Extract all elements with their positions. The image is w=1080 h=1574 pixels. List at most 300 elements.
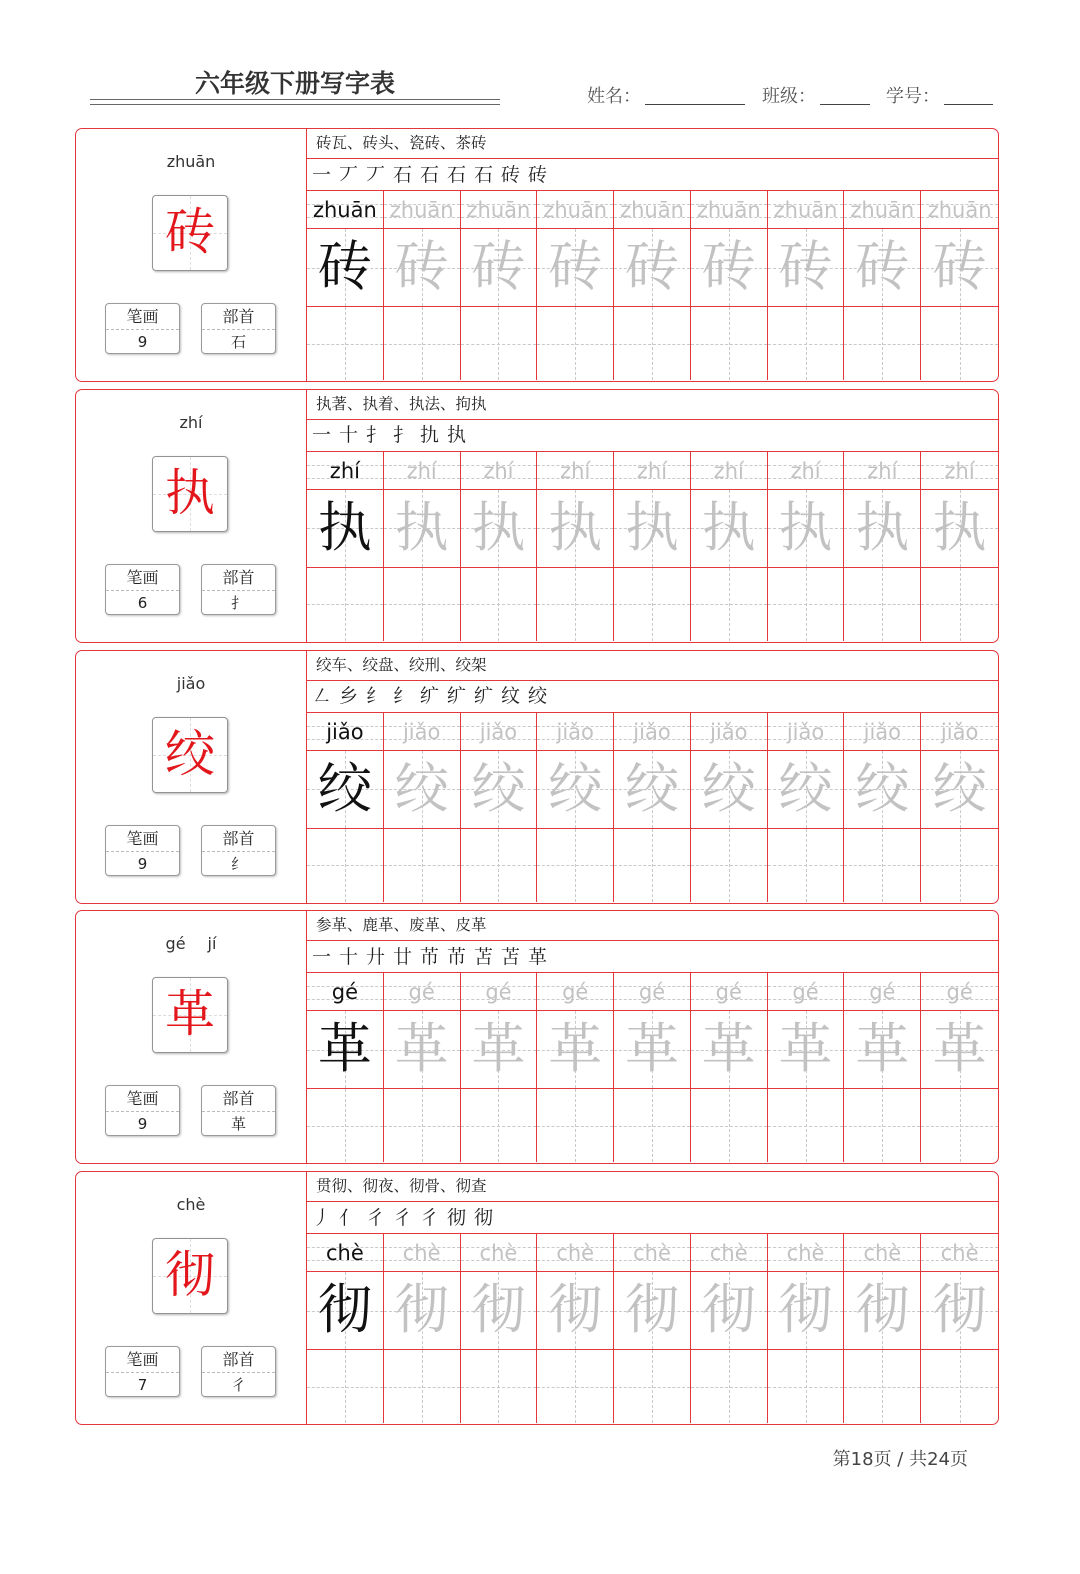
practice-grid <box>307 452 998 641</box>
stroke-step: 石 <box>446 163 466 186</box>
tracing-character: 彻 <box>548 1278 603 1341</box>
tracing-character: 绞 <box>624 756 679 820</box>
blank-writing-cell <box>307 1089 384 1162</box>
stroke-step: 芇 <box>446 945 466 968</box>
pinyin-tracing-cell <box>921 452 998 490</box>
pinyin-tracing-cell <box>384 973 461 1011</box>
pinyin-tracing-cell <box>384 191 461 229</box>
tracing-character: 执 <box>701 495 756 559</box>
pinyin-text: chè <box>176 1195 206 1214</box>
character-tracing-cell <box>921 1272 998 1350</box>
radical-box <box>201 564 276 615</box>
stroke-count-box <box>105 564 180 615</box>
pinyin-text: zhí <box>179 412 203 432</box>
blank-writing-cell <box>307 568 384 641</box>
stroke-step: 丆 <box>365 163 385 186</box>
character-tracing-cell <box>921 751 998 829</box>
pinyin-tracing-text: zhí <box>944 458 975 483</box>
pinyin-tracing-text: zhuān <box>543 198 608 222</box>
character-tracing-cell <box>614 751 691 829</box>
pinyin-label <box>76 152 306 171</box>
character-tracing-cell <box>844 1272 921 1350</box>
stroke-step: 彳 <box>392 1206 412 1229</box>
practice-panel <box>307 129 998 381</box>
tracing-character: 彻 <box>701 1278 756 1341</box>
stroke-order-row <box>307 159 998 191</box>
blank-writing-cell <box>768 307 845 380</box>
character-card <box>75 389 999 643</box>
character-tracing-cell <box>691 1011 768 1089</box>
pinyin-tracing-cell <box>384 713 461 751</box>
character-info-panel <box>76 390 307 642</box>
pinyin-tracing-cell <box>691 713 768 751</box>
model-character-black: 绞 <box>317 756 372 820</box>
radical-box <box>201 1346 276 1397</box>
character-tracing-cell <box>768 751 845 829</box>
blank-writing-cell <box>844 568 921 641</box>
pinyin-tracing-cell <box>844 452 921 490</box>
name-field-label: 姓名： <box>587 86 641 107</box>
tracing-character: 革 <box>548 1017 603 1081</box>
pinyin-tracing-text: jiǎo <box>633 719 671 744</box>
blank-writing-cell <box>384 307 461 380</box>
tracing-character: 砖 <box>855 235 910 298</box>
tracing-character: 革 <box>855 1017 910 1081</box>
stroke-count-label: 笔画 <box>106 304 179 330</box>
blank-writing-cell <box>768 1089 845 1162</box>
pinyin-tracing-cell <box>614 1234 691 1272</box>
model-character-black: 执 <box>317 495 372 559</box>
blank-writing-cell <box>537 568 614 641</box>
stroke-count-label: 笔画 <box>106 1086 179 1112</box>
blank-writing-cell <box>614 307 691 380</box>
stroke-step: 苫 <box>473 945 493 968</box>
model-character-black: 彻 <box>317 1278 372 1341</box>
name-field-line <box>645 104 745 105</box>
stroke-step: 乡 <box>338 685 358 707</box>
radical-value: 扌 <box>230 593 246 612</box>
tracing-character: 革 <box>932 1017 987 1081</box>
student-number-field-line <box>944 104 993 105</box>
stroke-step: 扏 <box>419 424 439 447</box>
stroke-count-box <box>105 1346 180 1397</box>
pinyin-tracing-text: zhuān <box>927 198 992 222</box>
stroke-step: 纩 <box>446 685 466 707</box>
pinyin-tracing-cell <box>691 973 768 1011</box>
radical-value: 彳 <box>230 1376 246 1394</box>
character-info-panel <box>76 129 307 381</box>
tracing-character: 绞 <box>471 756 526 820</box>
pinyin-tracing-text: zhí <box>483 458 514 483</box>
stroke-step: 彻 <box>473 1206 493 1229</box>
character-tracing-cell <box>384 1011 461 1089</box>
stroke-step: 扌 <box>392 424 412 447</box>
pinyin-tracing-cell <box>844 973 921 1011</box>
stroke-step: 芇 <box>419 945 439 968</box>
stroke-step: 丿 <box>311 1206 331 1229</box>
tracing-character: 彻 <box>778 1278 833 1341</box>
pinyin-tracing-cell <box>537 1234 614 1272</box>
pinyin-tracing-cell <box>921 713 998 751</box>
stroke-step: 廾 <box>365 945 385 968</box>
character-tracing-cell <box>537 1272 614 1350</box>
pinyin-tracing-text: zhuān <box>696 198 761 222</box>
tracing-character: 彻 <box>932 1278 987 1341</box>
stroke-count-label: 笔画 <box>106 565 179 591</box>
tracing-character: 砖 <box>394 235 449 298</box>
character-tracing-cell <box>691 490 768 568</box>
tracing-character: 执 <box>548 495 603 559</box>
character-tracing-cell <box>614 229 691 307</box>
pinyin-tracing-text: jiǎo <box>863 719 902 744</box>
blank-writing-cell <box>307 1350 384 1423</box>
pinyin-tracing-cell <box>614 191 691 229</box>
stroke-count-value: 7 <box>137 1376 148 1394</box>
stroke-step: 十 <box>338 424 358 447</box>
stroke-step: 纟 <box>392 685 412 707</box>
character-tracing-cell <box>768 490 845 568</box>
tracing-character: 砖 <box>701 235 756 298</box>
blank-writing-cell <box>461 307 538 380</box>
pinyin-tracing-cell <box>921 1234 998 1272</box>
tracing-character: 彻 <box>855 1278 910 1341</box>
pinyin-tracing-cell <box>614 452 691 490</box>
character-tracing-cell <box>921 1011 998 1089</box>
tracing-character: 革 <box>778 1017 833 1081</box>
tracing-character: 绞 <box>701 756 756 820</box>
title-underline <box>90 104 500 105</box>
tracing-character: 砖 <box>778 235 833 298</box>
character-tracing-cell <box>768 229 845 307</box>
stroke-step: 革 <box>527 945 547 968</box>
blank-writing-cell <box>921 1350 998 1423</box>
stroke-step: ㇜ <box>311 685 331 707</box>
pinyin-tracing-text: chè <box>863 1241 902 1265</box>
character-info-panel <box>76 911 307 1163</box>
stroke-step: 一 <box>311 163 331 186</box>
pinyin-tracing-text: gé <box>869 980 896 1005</box>
pinyin-tracing-text: zhí <box>867 458 898 483</box>
stroke-step: 绞 <box>527 685 547 707</box>
practice-panel <box>307 1172 998 1424</box>
character-tracing-cell <box>844 229 921 307</box>
blank-writing-cell <box>384 1089 461 1162</box>
pinyin-tracing-cell <box>844 713 921 751</box>
character-tracing-cell <box>307 751 384 829</box>
stroke-step: 执 <box>446 424 466 447</box>
blank-writing-cell <box>307 829 384 902</box>
pinyin-tracing-text: jiǎo <box>710 719 748 744</box>
character-info-panel <box>76 651 307 903</box>
character-tracing-cell <box>844 751 921 829</box>
radical-label: 部首 <box>202 1347 275 1373</box>
pinyin-tracing-cell <box>307 713 384 751</box>
blank-writing-cell <box>614 568 691 641</box>
pinyin-tracing-text: zhuān <box>466 198 531 222</box>
stroke-step: 丆 <box>338 163 358 186</box>
pinyin-tracing-cell <box>537 452 614 490</box>
character-tracing-cell <box>921 490 998 568</box>
radical-label: 部首 <box>202 565 275 591</box>
stroke-count-box <box>105 825 180 876</box>
example-words: 砖瓦、砖头、瓷砖、茶砖 <box>307 129 998 159</box>
pinyin-tracing-cell <box>307 452 384 490</box>
practice-panel <box>307 911 998 1163</box>
class-field-line <box>820 104 870 105</box>
blank-writing-cell <box>768 568 845 641</box>
pinyin-tracing-text: zhuān <box>850 198 915 222</box>
tracing-character: 绞 <box>394 756 449 820</box>
pinyin-tracing-text: zhí <box>636 458 668 483</box>
pinyin-label <box>76 413 306 432</box>
blank-writing-cell <box>844 307 921 380</box>
pinyin-tracing-text: gé <box>408 980 435 1005</box>
pinyin-tracing-text: gé <box>792 980 819 1005</box>
pinyin-text: gé <box>165 934 186 954</box>
radical-label: 部首 <box>202 304 275 330</box>
radical-value: 革 <box>230 1115 246 1134</box>
character-tracing-cell <box>461 229 538 307</box>
pinyin-tracing-text: jiǎo <box>402 719 441 744</box>
tracing-character: 革 <box>471 1017 526 1081</box>
pinyin-model-text: zhuān <box>312 198 377 222</box>
example-words: 贯彻、彻夜、彻骨、彻查 <box>307 1172 998 1202</box>
character-tracing-cell <box>384 751 461 829</box>
radical-value: 石 <box>230 333 246 351</box>
stroke-step: 石 <box>419 163 439 186</box>
stroke-count-value: 9 <box>137 333 148 351</box>
tracing-character: 革 <box>624 1017 679 1081</box>
blank-writing-cell <box>537 307 614 380</box>
stroke-order-row <box>307 681 998 713</box>
example-words: 参革、鹿革、废革、皮革 <box>307 911 998 941</box>
character-card <box>75 650 999 904</box>
pinyin-tracing-cell <box>921 973 998 1011</box>
stroke-order-row <box>307 420 998 452</box>
blank-writing-cell <box>844 1350 921 1423</box>
model-character-box <box>152 717 228 793</box>
blank-writing-cell <box>537 1350 614 1423</box>
model-character-black: 砖 <box>317 235 372 298</box>
pinyin-text: jí <box>207 934 217 954</box>
example-words: 执著、执着、执法、拘执 <box>307 390 998 420</box>
tracing-character: 绞 <box>932 756 987 820</box>
practice-panel <box>307 651 998 903</box>
stroke-step: 彳 <box>419 1206 439 1229</box>
stroke-count-box <box>105 1085 180 1136</box>
pinyin-tracing-text: gé <box>715 980 742 1005</box>
pinyin-tracing-text: gé <box>562 980 589 1005</box>
blank-writing-cell <box>921 307 998 380</box>
blank-writing-cell <box>461 829 538 902</box>
blank-writing-cell <box>461 1350 538 1423</box>
stroke-step: 一 <box>311 945 331 968</box>
pinyin-tracing-cell <box>461 191 538 229</box>
pinyin-label <box>76 1195 306 1214</box>
blank-writing-cell <box>691 1350 768 1423</box>
pinyin-tracing-cell <box>537 713 614 751</box>
tracing-character: 执 <box>855 495 910 559</box>
stroke-step: 廿 <box>392 945 412 968</box>
character-tracing-cell <box>384 1272 461 1350</box>
stroke-step: 苫 <box>500 945 520 968</box>
page-number: 第18页 / 共24页 <box>832 1449 968 1470</box>
pinyin-tracing-cell <box>844 191 921 229</box>
blank-writing-cell <box>921 1089 998 1162</box>
blank-writing-cell <box>537 1089 614 1162</box>
pinyin-tracing-cell <box>461 452 538 490</box>
tracing-character: 绞 <box>778 756 833 820</box>
blank-writing-cell <box>461 568 538 641</box>
character-tracing-cell <box>844 1011 921 1089</box>
character-tracing-cell <box>384 229 461 307</box>
stroke-step: 石 <box>392 163 412 186</box>
title-underline <box>90 99 500 100</box>
model-character-box <box>152 195 228 271</box>
pinyin-tracing-cell <box>768 1234 845 1272</box>
pinyin-tracing-cell <box>537 973 614 1011</box>
pinyin-tracing-cell <box>691 1234 768 1272</box>
pinyin-tracing-text: gé <box>485 980 512 1005</box>
pinyin-tracing-text: jiǎo <box>940 719 979 744</box>
pinyin-tracing-text: zhuān <box>773 198 838 222</box>
blank-writing-cell <box>614 1089 691 1162</box>
stroke-count-label: 笔画 <box>106 826 179 852</box>
stroke-step: 纟 <box>365 685 385 707</box>
tracing-character: 革 <box>394 1017 449 1081</box>
pinyin-tracing-text: chè <box>709 1241 748 1265</box>
pinyin-tracing-text: jiǎo <box>479 719 518 744</box>
radical-box <box>201 825 276 876</box>
stroke-count-value: 9 <box>137 854 148 873</box>
character-tracing-cell <box>461 1272 538 1350</box>
tracing-character: 彻 <box>471 1278 526 1341</box>
blank-writing-cell <box>921 568 998 641</box>
practice-grid <box>307 191 998 380</box>
model-character-box <box>152 456 228 532</box>
stroke-step: 一 <box>311 424 331 447</box>
stroke-order-row <box>307 1202 998 1234</box>
stroke-step: 十 <box>338 945 358 968</box>
blank-writing-cell <box>768 829 845 902</box>
character-card <box>75 128 999 382</box>
character-tracing-cell <box>614 1011 691 1089</box>
blank-writing-cell <box>384 568 461 641</box>
model-character: 绞 <box>165 724 215 783</box>
character-tracing-cell <box>537 1011 614 1089</box>
blank-writing-cell <box>844 829 921 902</box>
character-tracing-cell <box>537 490 614 568</box>
pinyin-tracing-cell <box>461 713 538 751</box>
stroke-order-row <box>307 941 998 973</box>
blank-writing-cell <box>614 829 691 902</box>
tracing-character: 砖 <box>624 235 679 298</box>
stroke-step: 扌 <box>365 424 385 447</box>
example-words: 绞车、绞盘、绞刑、绞架 <box>307 651 998 681</box>
stroke-count-value: 6 <box>137 593 148 612</box>
character-tracing-cell <box>844 490 921 568</box>
character-tracing-cell <box>691 229 768 307</box>
tracing-character: 革 <box>701 1017 756 1081</box>
character-tracing-cell <box>768 1272 845 1350</box>
blank-writing-cell <box>537 829 614 902</box>
blank-writing-cell <box>921 829 998 902</box>
pinyin-label <box>76 934 306 953</box>
character-tracing-cell <box>307 490 384 568</box>
tracing-character: 砖 <box>548 235 603 298</box>
character-tracing-cell <box>461 1011 538 1089</box>
pinyin-tracing-cell <box>768 191 845 229</box>
character-info-panel <box>76 1172 307 1424</box>
tracing-character: 砖 <box>932 235 987 298</box>
blank-writing-cell <box>384 829 461 902</box>
blank-writing-cell <box>614 1350 691 1423</box>
stroke-step: 纩 <box>419 685 439 707</box>
stroke-step: 亻 <box>338 1206 358 1229</box>
practice-grid <box>307 973 998 1162</box>
stroke-count-box <box>105 303 180 354</box>
character-tracing-cell <box>768 1011 845 1089</box>
student-number-field-label: 学号： <box>886 86 940 107</box>
pinyin-tracing-text: chè <box>786 1241 825 1265</box>
worksheet-title: 六年级下册写字表 <box>194 69 395 98</box>
pinyin-tracing-cell <box>921 191 998 229</box>
stroke-step: 砖 <box>527 163 547 186</box>
character-tracing-cell <box>691 1272 768 1350</box>
tracing-character: 绞 <box>855 756 910 820</box>
character-tracing-cell <box>537 751 614 829</box>
radical-box <box>201 303 276 354</box>
tracing-character: 执 <box>624 495 679 559</box>
character-tracing-cell <box>921 229 998 307</box>
model-character: 砖 <box>165 203 215 261</box>
pinyin-tracing-text: zhí <box>406 458 437 483</box>
stroke-step: 彻 <box>446 1206 466 1229</box>
pinyin-tracing-text: zhí <box>713 458 744 483</box>
model-character: 革 <box>165 985 215 1044</box>
stroke-count-value: 9 <box>137 1115 148 1134</box>
pinyin-tracing-cell <box>691 191 768 229</box>
radical-value: 纟 <box>230 854 246 873</box>
model-character: 彻 <box>165 1246 215 1304</box>
tracing-character: 执 <box>471 495 526 559</box>
stroke-step: 石 <box>473 163 493 186</box>
pinyin-tracing-cell <box>461 1234 538 1272</box>
pinyin-model-text: zhí <box>329 458 360 483</box>
model-character-box <box>152 1238 228 1314</box>
pinyin-model-text: gé <box>331 980 358 1005</box>
pinyin-tracing-text: gé <box>638 980 666 1005</box>
pinyin-tracing-cell <box>614 713 691 751</box>
tracing-character: 绞 <box>548 756 603 820</box>
class-field-label: 班级： <box>762 86 816 107</box>
pinyin-tracing-text: chè <box>479 1241 518 1265</box>
practice-grid <box>307 1234 998 1423</box>
pinyin-text: zhuān <box>166 152 216 171</box>
pinyin-tracing-text: chè <box>402 1241 441 1265</box>
pinyin-tracing-cell <box>768 713 845 751</box>
stroke-step: 纹 <box>500 685 520 707</box>
stroke-count-label: 笔画 <box>106 1347 179 1373</box>
pinyin-tracing-text: chè <box>556 1241 595 1265</box>
tracing-character: 执 <box>932 495 987 559</box>
pinyin-tracing-text: chè <box>940 1241 979 1265</box>
character-tracing-cell <box>614 1272 691 1350</box>
blank-writing-cell <box>768 1350 845 1423</box>
character-tracing-cell <box>384 490 461 568</box>
blank-writing-cell <box>691 307 768 380</box>
pinyin-text: jiǎo <box>176 673 206 693</box>
